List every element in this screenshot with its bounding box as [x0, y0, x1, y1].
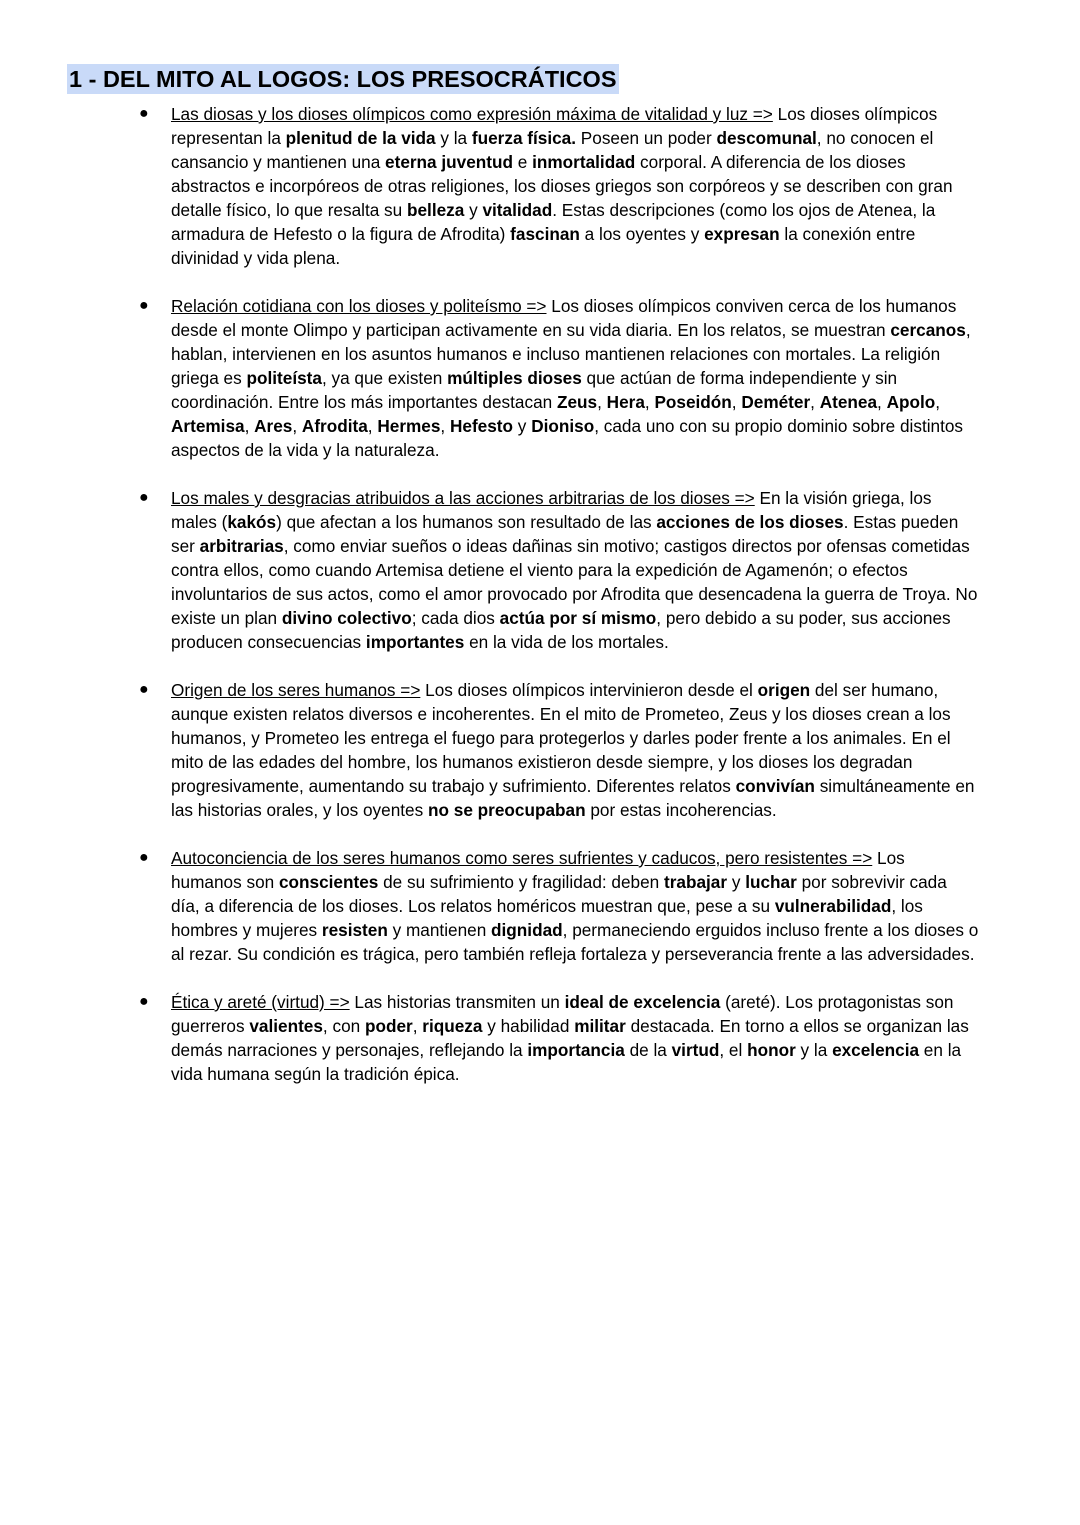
section-heading: Autoconciencia de los seres humanos como seres sufrientes y caducos, pero resistentes =>: [171, 848, 873, 868]
body-text: (areté). Los protagonistas son guerreros: [171, 992, 954, 1036]
bold-text: luchar: [745, 872, 797, 892]
body-text: ,: [877, 392, 887, 412]
bold-text: acciones de los dioses: [656, 512, 844, 532]
body-text: , ya que existen: [321, 368, 448, 388]
bullet-dot-icon: ●: [139, 489, 149, 506]
bullet-dot-icon: ●: [139, 993, 149, 1010]
body-text: , el: [719, 1040, 748, 1060]
body-text: Las historias transmiten un: [349, 992, 565, 1012]
body-text: en la vida de los mortales.: [464, 632, 669, 652]
bullet-dot-icon: ●: [139, 681, 149, 698]
body-text: Los dioses olímpicos representan la: [171, 104, 938, 148]
bold-text: Zeus: [556, 392, 598, 412]
bold-text: valientes: [249, 1016, 323, 1036]
body-text: En la visión griega, los males (: [171, 488, 932, 532]
bold-text: kakós: [227, 512, 277, 532]
body-text: destacada. En torno a ellos se organizan las demás narraciones y personajes, reflejando la: [171, 1016, 969, 1060]
body-text: simultáneamente en las historias orales, y los oyentes: [171, 776, 975, 820]
body-text: ,: [412, 1016, 423, 1036]
body-text: en la vida humana según la tradición épica.: [171, 1040, 962, 1084]
bold-text: fuerza física.: [471, 128, 577, 148]
list-item: [0, 678, 1080, 822]
bold-text: plenitud de la vida: [285, 128, 436, 148]
bold-text: Hefesto: [449, 416, 514, 436]
bold-text: importantes: [365, 632, 465, 652]
body-text: . Estas descripciones (como los ojos de Atenea, la armadura de Hefesto o la figura de Afrodita): [171, 200, 936, 244]
section-heading: Los males y desgracias atribuidos a las acciones arbitrarias de los dioses =>: [171, 488, 755, 508]
body-text: ,: [367, 416, 378, 436]
bold-text: Deméter: [741, 392, 811, 412]
section-heading: Ética y areté (virtud) =>: [171, 992, 350, 1012]
bold-text: Artemisa: [171, 416, 245, 436]
body-text: , pero debido a su poder, sus acciones producen consecuencias: [171, 608, 951, 652]
body-text: , con: [322, 1016, 365, 1036]
bullet-list: [0, 102, 1080, 1110]
body-text: y: [464, 200, 483, 220]
bold-text: inmortalidad: [532, 152, 636, 172]
bullet-dot-icon: ●: [139, 297, 149, 314]
body-text: , no conocen el cansancio y mantienen una: [171, 128, 934, 172]
body-text: por sobrevivir cada día, a diferencia de los dioses. Los relatos homéricos muestran que, pese a su: [171, 872, 947, 916]
body-text: Los dioses olímpicos intervinieron desde el: [420, 680, 758, 700]
body-text: a los oyentes y: [579, 224, 705, 244]
body-text: ) que afectan a los humanos son resultado de las: [276, 512, 657, 532]
bold-text: importancia: [527, 1040, 625, 1060]
bold-text: Afrodita: [301, 416, 368, 436]
list-item: [0, 102, 1080, 270]
list-item: [0, 990, 1080, 1086]
body-text: , los hombres y mujeres: [171, 896, 923, 940]
section-heading: Origen de los seres humanos =>: [171, 680, 421, 700]
body-text: e: [513, 152, 533, 172]
paragraph: [171, 102, 980, 270]
bold-text: descomunal: [716, 128, 817, 148]
body-text: y: [513, 416, 532, 436]
paragraph: [171, 678, 980, 822]
body-text: y: [727, 872, 746, 892]
bold-text: poder: [364, 1016, 413, 1036]
page-title: 1 - DEL MITO AL LOGOS: LOS PRESOCRÁTICOS: [69, 66, 617, 92]
bold-text: virtud: [671, 1040, 720, 1060]
bold-text: politeísta: [246, 368, 322, 388]
bullet-dot-icon: ●: [139, 849, 149, 866]
body-text: , como enviar sueños o ideas dañinas sin motivo; castigos directos por ofensas cometidas contra ellos, como cuando Artemisa detiene el viento para la expedición de Agamenón; o efectos involuntarios de sus actos, como el amor provocado por Afrodita que desencadena la guerra de Troya. No existe un plan: [171, 536, 978, 628]
body-text: ; cada dios: [411, 608, 500, 628]
bold-text: dignidad: [491, 920, 563, 940]
bold-text: fascinan: [510, 224, 580, 244]
body-text: y la: [795, 1040, 833, 1060]
bold-text: Apolo: [886, 392, 936, 412]
bold-text: excelencia: [832, 1040, 920, 1060]
bold-text: conscientes: [278, 872, 379, 892]
body-text: Poseen un poder: [576, 128, 717, 148]
bold-text: Ares: [254, 416, 293, 436]
list-item: [0, 486, 1080, 654]
bold-text: ideal de excelencia: [564, 992, 721, 1012]
bullet-dot-icon: ●: [139, 105, 149, 122]
section-heading: Relación cotidiana con los dioses y politeísmo =>: [171, 296, 547, 316]
bold-text: eterna juventud: [385, 152, 514, 172]
bold-text: vitalidad: [482, 200, 553, 220]
body-text: y la: [435, 128, 472, 148]
body-text: de su sufrimiento y fragilidad: deben: [378, 872, 664, 892]
list-item: [0, 846, 1080, 966]
bold-text: cercanos: [890, 320, 966, 340]
body-text: que actúan de forma independiente y sin coordinación. Entre los más importantes destacan: [171, 368, 898, 412]
body-text: Los humanos son: [171, 848, 905, 892]
bold-text: riqueza: [422, 1016, 483, 1036]
bold-text: militar: [574, 1016, 626, 1036]
body-text: , hablan, intervienen en los asuntos humanos e incluso mantienen relaciones con mortales. La religión griega es: [171, 320, 971, 388]
body-text: ,: [440, 416, 450, 436]
bold-text: trabajar: [664, 872, 728, 892]
body-text: ,: [644, 392, 655, 412]
bold-text: resisten: [321, 920, 388, 940]
bold-text: convivían: [735, 776, 815, 796]
body-text: Los dioses olímpicos conviven cerca de los humanos desde el monte Olimpo y participan activamente en su vida diaria. En los relatos, se muestran: [171, 296, 957, 340]
bold-text: vulnerabilidad: [774, 896, 892, 916]
body-text: ,: [810, 392, 820, 412]
bold-text: divino colectivo: [281, 608, 412, 628]
body-text: del ser humano, aunque existen relatos diversos e incoherentes. En el mito de Prometeo, Zeus y los dioses crean a los humanos, y Prometeo les entrega el fuego para protegerlos y darles poder frente a los animales. En el mito de las edades del hombre, los humanos existieron desde siempre, y los dioses los degradan progresivamente, aumentando su trabajo y sufrimiento. Diferentes relatos: [171, 680, 951, 796]
body-text: . Estas pueden ser: [171, 512, 959, 556]
bold-text: no se preocupaban: [427, 800, 586, 820]
body-text: , permaneciendo erguidos incluso frente a los dioses o al rezar. Su condición es trágica, pero también refleja fortaleza y perseverancia frente a las adversidades.: [171, 920, 979, 964]
paragraph: [171, 990, 980, 1086]
body-text: , cada uno con su propio dominio sobre distintos aspectos de la vida y la naturaleza.: [171, 416, 964, 460]
body-text: de la: [624, 1040, 672, 1060]
bold-text: Atenea: [819, 392, 878, 412]
body-text: ,: [731, 392, 742, 412]
bold-text: Hera: [606, 392, 645, 412]
bold-text: origen: [757, 680, 811, 700]
bold-text: arbitrarias: [199, 536, 284, 556]
bold-text: Dioniso: [531, 416, 595, 436]
body-text: y mantienen: [387, 920, 492, 940]
body-text: por estas incoherencias.: [585, 800, 777, 820]
paragraph: [171, 846, 980, 966]
section-heading: Las diosas y los dioses olímpicos como expresión máxima de vitalidad y luz =>: [171, 104, 773, 124]
body-text: ,: [935, 392, 941, 412]
list-item: [0, 294, 1080, 462]
bold-text: múltiples dioses: [447, 368, 582, 388]
bold-text: expresan: [704, 224, 780, 244]
bold-text: Poseidón: [654, 392, 732, 412]
bold-text: honor: [747, 1040, 796, 1060]
bold-text: actúa por sí mismo: [499, 608, 657, 628]
bold-text: Hermes: [377, 416, 441, 436]
bold-text: belleza: [406, 200, 465, 220]
paragraph: [171, 486, 980, 654]
body-text: la conexión entre divinidad y vida plena.: [171, 224, 916, 268]
body-text: y habilidad: [482, 1016, 575, 1036]
body-text: ,: [597, 392, 607, 412]
body-text: ,: [244, 416, 255, 436]
body-text: ,: [292, 416, 302, 436]
body-text: corporal. A diferencia de los dioses abstractos e incorpóreos de otras religiones, los dioses griegos son corpóreos y se describen con gran detalle físico, lo que resalta su: [171, 152, 953, 220]
paragraph: [171, 294, 980, 462]
